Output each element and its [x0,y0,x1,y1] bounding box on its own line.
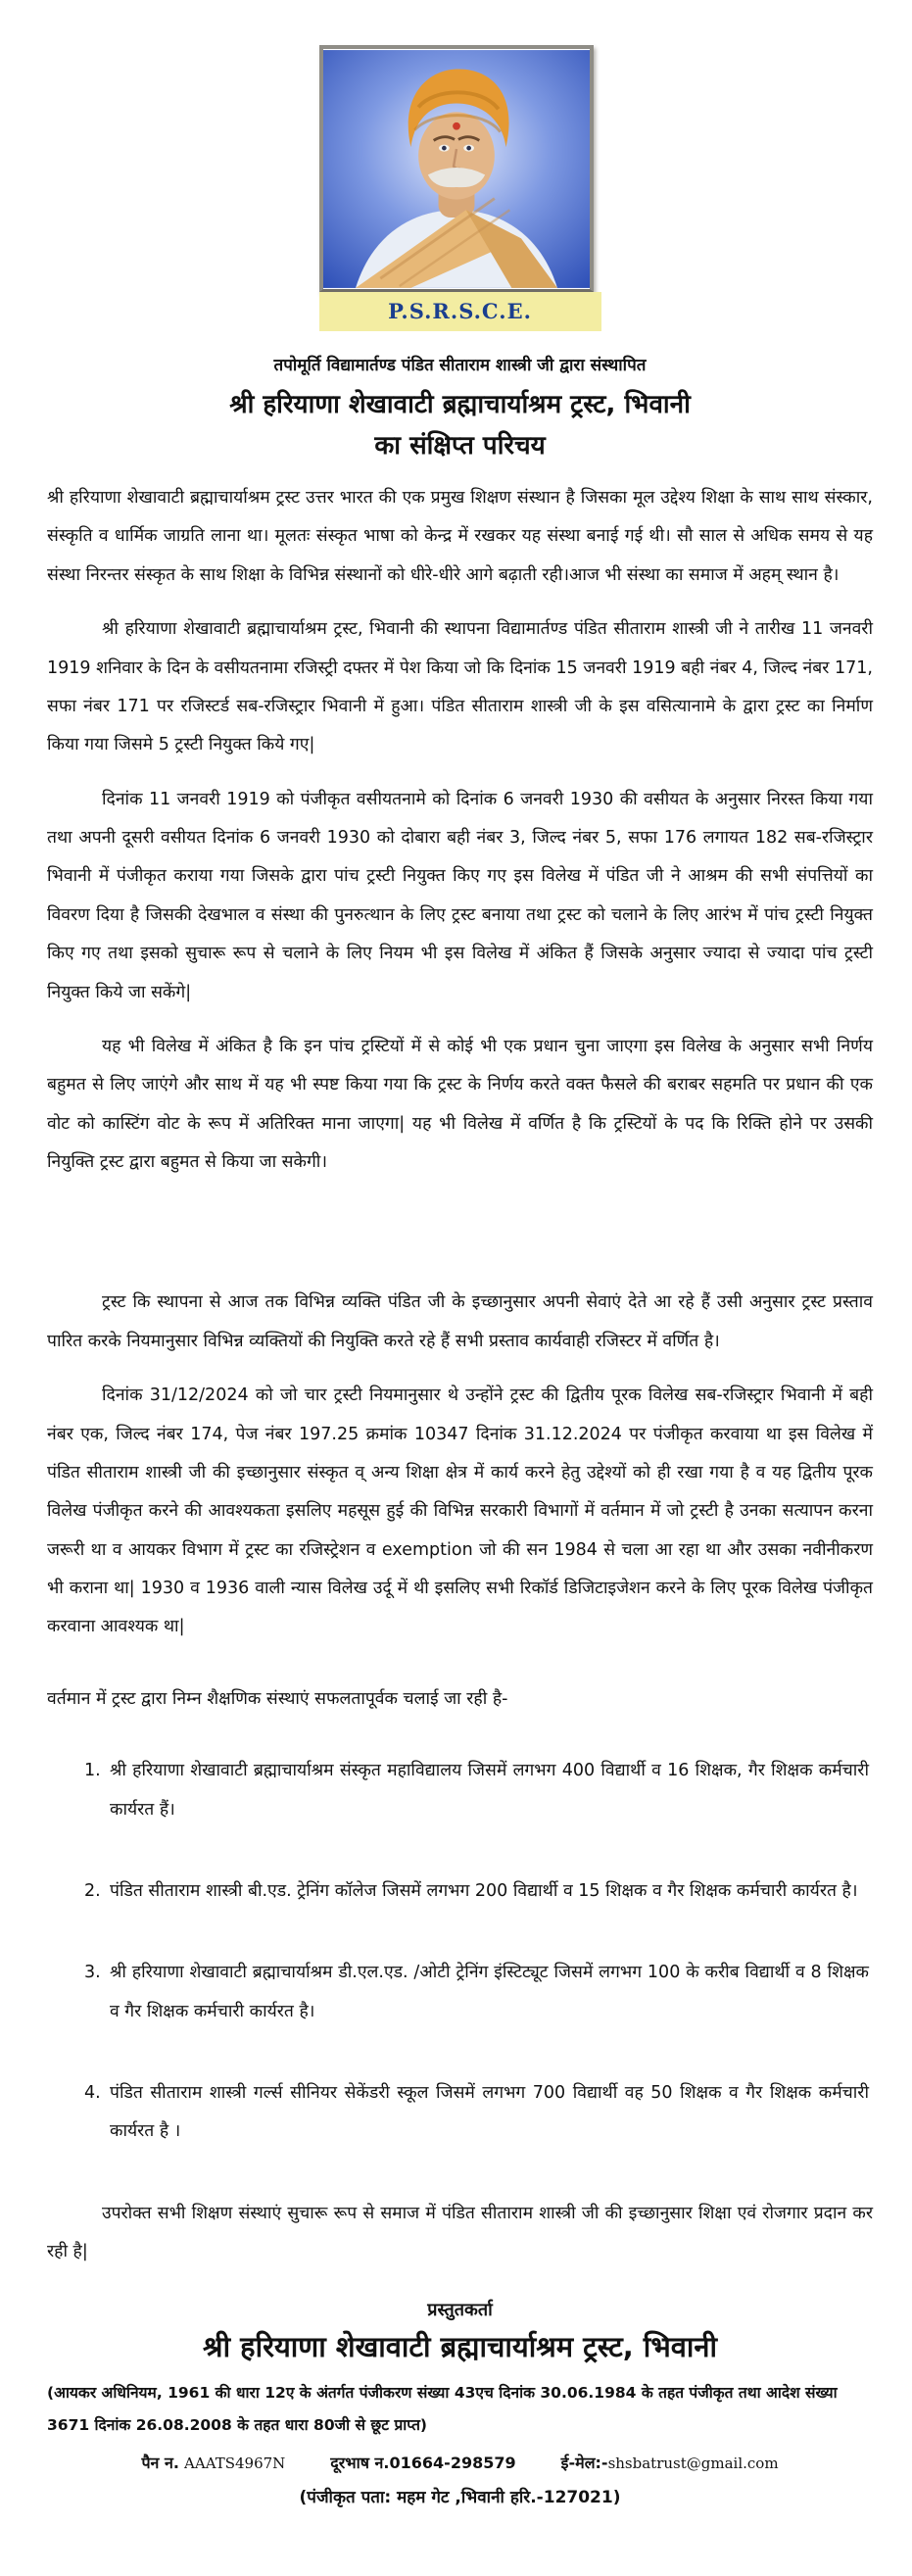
item-text: पंडित सीताराम शास्त्री बी.एड. ट्रेनिंग कॉलेज जिसमें लगभग 200 विद्यार्थी व 15 शिक्षक व गैर शिक्षक कर्मचारी कार्यरत है। [110,1880,858,1901]
founder-portrait-image [319,45,594,292]
paragraph-4: यह भी विलेख में अंकित है कि इन पांच ट्रस्टियों में से कोई भी एक प्रधान चुना जाएगा इस विलेख के अनुसार सभी निर्णय बहुमत से लिए जाएंगे और साथ में यह भी स्पष्ट किया गया कि ट्रस्ट के निर्णय करते वक्त फैसले की बराबर सहमति पर प्रधान की एक वोट को कास्टिंग वोट के रूप में अतिरिक्त माना जाएगा| यह भी विलेख में वर्णित है कि ट्रस्टियों के पद कि रिक्ति होने पर उसकी नियुक्ति ट्रस्ट द्वारा बहुमत से किया जा सकेगी। [47,1036,873,1172]
institutions-intro: वर्तमान में ट्रस्ट द्वारा निम्न शैक्षणिक संस्थाएं सफलतापूर्वक चलाई जा रही है- [47,1688,508,1709]
institution-item-4 [82,2074,873,2152]
intro-subtitle: का संक्षिप्त परिचय [374,431,546,461]
email-value: shsbatrust@gmail.com [607,2454,779,2473]
institution-item-1 [82,1752,873,1829]
phone-field [330,2452,515,2473]
founder-line: तपोमूर्ति विद्यामार्तण्ड पंडित सीताराम शास्त्री जी द्वारा संस्थापित [273,356,647,375]
closing-paragraph: उपरोक्त सभी शिक्षण संस्थाएं सुचारू रूप से समाज में पंडित सीताराम शास्त्री जी की इच्छानुसार शिक्षा एवं रोजगार प्रदान कर रही है| [47,2203,873,2262]
footer-org-name: श्री हरियाणा शेखावाटी ब्रह्माचार्याश्रम ट्रस्ट, भिवानी [203,2329,717,2363]
paragraph-6: दिनांक 31/12/2024 को जो चार ट्रस्टी नियमानुसार थे उन्होंने ट्रस्ट की द्वितीय पूरक विलेख सब-रजिस्ट्रार भिवानी में बही नंबर एक, जिल्द नंबर 174, पेज नंबर 197.25 क्रमांक 10347 दिनांक 31.12.2024 पर पंजीकृत करवाया था इस विलेख में पंडित सीताराम शास्त्री जी की इच्छानुसार संस्कृत व् अन्य शिक्षा क्षेत्र में कार्य करने हेतु उद्देश्यों को ही रखा गया है व यह द्वितीय पूरक विलेख पंजीकृत करने की आवश्यकता इसलिए महसूस हुई की विभिन्न सरकारी विभागों में वर्तमान में जो ट्रस्टी है उनका सत्यापन करना जरूरी था व आयकर विभाग में ट्रस्ट का रजिस्ट्रेशन व exemption जो की सन 1984 से चला आ रहा था और उसका नवीनीकरण भी कराना था| 1930 व 1936 वाली न्यास विलेख उर्दू में थी इसलिए सभी रिकॉर्ड डिजिटाइजेशन करने के लिए पूरक विलेख पंजीकृत करवाना आवश्यक था| [47,1385,873,1637]
item-number: 2. [84,1880,101,1901]
phone-label: दूरभाष न. [330,2454,390,2473]
contact-line [47,2452,873,2473]
pan-value: AAATS4967N [184,2454,286,2473]
item-text: पंडित सीताराम शास्त्री गर्ल्स सीनियर सेकेंडरी स्कूल जिसमें लगभग 700 विद्यार्थी वह 50 शिक्षक व गैर शिक्षक कर्मचारी कार्यरत है । [110,2083,869,2142]
presented-by-label: प्रस्तुतकर्ता [427,2299,493,2320]
institution-item-3 [82,1954,873,2031]
photo-caption-band [319,292,601,331]
address-line: (पंजीकृत पता: महम गेट ,भिवानी हरि.-127021) [299,2488,621,2508]
founder-photo [319,45,601,331]
item-number: 1. [84,1761,101,1781]
paragraph-2: श्री हरियाणा शेखावाटी ब्रह्माचार्याश्रम ट्रस्ट, भिवानी की स्थापना विद्यामार्तण्ड पंडित सीताराम शास्त्री जी ने तारीख 11 जनवरी 1919 शनिवार के दिन के वसीयतनामा रजिस्ट्री दफ्तर में पेश किया जो कि दिनांक 15 जनवरी 1919 बही नंबर 4, जिल्द नंबर 171, सफा नंबर 171 पर रजिस्टर्ड सब-रजिस्ट्रार भिवानी में हुआ। पंडित सीताराम शास्त्री जी के इस वसित्यानामे के द्वारा ट्रस्ट का निर्माण किया गया जिसमे 5 ट्रस्टी नियुक्त किये गए| [47,619,873,755]
paragraph-5: ट्रस्ट कि स्थापना से आज तक विभिन्न व्यक्ति पंडित जी के इच्छानुसार अपनी सेवाएं देते आ रहे हैं उसी अनुसार ट्रस्ट प्रस्ताव पारित करके नियमानुसार विभिन्न व्यक्तियों की नियुक्ति करते रहे हैं सभी प्रस्ताव कार्यवाही रजिस्टर में वर्णित है। [47,1292,873,1351]
registration-note: (आयकर अधिनियम, 1961 की धारा 12ए के अंतर्गत पंजीकरण संख्या 43एच दिनांक 30.06.1984 के तहत पंजीकृत तथा आदेश संख्या 3671 दिनांक 26.08.2008 के तहत धारा 80जी से छूट प्राप्त) [47,2383,838,2434]
email-field [561,2452,779,2473]
item-text: श्री हरियाणा शेखावाटी ब्रह्माचार्याश्रम डी.एल.एड. /ओटी ट्रेनिंग इंस्टिट्यूट जिसमें लगभग 100 के करीब विद्यार्थी व 8 शिक्षक व गैर शिक्षक कर्मचारी कार्यरत है। [110,1963,869,2021]
institutions-list [82,1752,873,2152]
paragraph-1: श्री हरियाणा शेखावाटी ब्रह्माचार्याश्रम ट्रस्ट उत्तर भारत की एक प्रमुख शिक्षण संस्थान है जिसका मूल उद्देश्य शिक्षा के साथ साथ संस्कार, संस्कृति व धार्मिक जाग्रति लाना था। मूलतः संस्कृत भाषा को केन्द्र में रखकर यह संस्था बनाई गई थी। सौ साल से अधिक समय से यह संस्था निरन्तर संस्कृत के साथ शिक्षा के विभिन्न संस्थानों को धीरे-धीरे आगे बढ़ाती रही।आज भी संस्था का समाज में अहम् स्थान है। [47,488,873,585]
org-title: श्री हरियाणा शेखावाटी ब्रह्माचार्याश्रम ट्रस्ट, भिवानी [229,390,691,419]
item-number: 3. [84,1963,101,1983]
institution-item-2 [82,1872,873,1911]
portrait-illustration [323,49,590,289]
phone-value: 01664-298579 [389,2454,516,2473]
paragraph-3: दिनांक 11 जनवरी 1919 को पंजीकृत वसीयतनामे को दिनांक 6 जनवरी 1930 की वसीयत के अनुसार निरस्त किया गया तथा अपनी दूसरी वसीयत दिनांक 6 जनवरी 1930 को दोबारा बही नंबर 3, जिल्द नंबर 5, सफा 176 लगायत 182 सब-रजिस्ट्रार भिवानी में पंजीकृत कराया गया जिसके द्वारा पांच ट्रस्टी नियुक्त किए गए इस विलेख में पंडित जी ने आश्रम की सभी संपत्तियों का विवरण दिया है जिसकी देखभाल व संस्था की पुनरुत्थान के लिए ट्रस्ट बनाया तथा ट्रस्ट को चलाने के लिए आरंभ में पांच ट्रस्टी नियुक्त किए गए तथा इसको सुचारू रूप से चलाने के लिए नियम भी इस विलेख में अंकित हैं जिसके अनुसार ज्यादा से ज्यादा पांच ट्रस्टी नियुक्त किये जा सकेंगे| [47,789,873,1002]
email-label: ई-मेल:- [560,2454,608,2473]
item-text: श्री हरियाणा शेखावाटी ब्रह्माचार्याश्रम संस्कृत महाविद्यालय जिसमें लगभग 400 विद्यार्थी व 16 शिक्षक, गैर शिक्षक कर्मचारी कार्यरत हैं। [110,1761,869,1820]
pan-label: पैन न. [141,2454,179,2473]
psrsce-caption: P.S.R.S.C.E. [388,299,532,323]
item-number: 4. [84,2083,101,2103]
pan-field [141,2452,285,2473]
